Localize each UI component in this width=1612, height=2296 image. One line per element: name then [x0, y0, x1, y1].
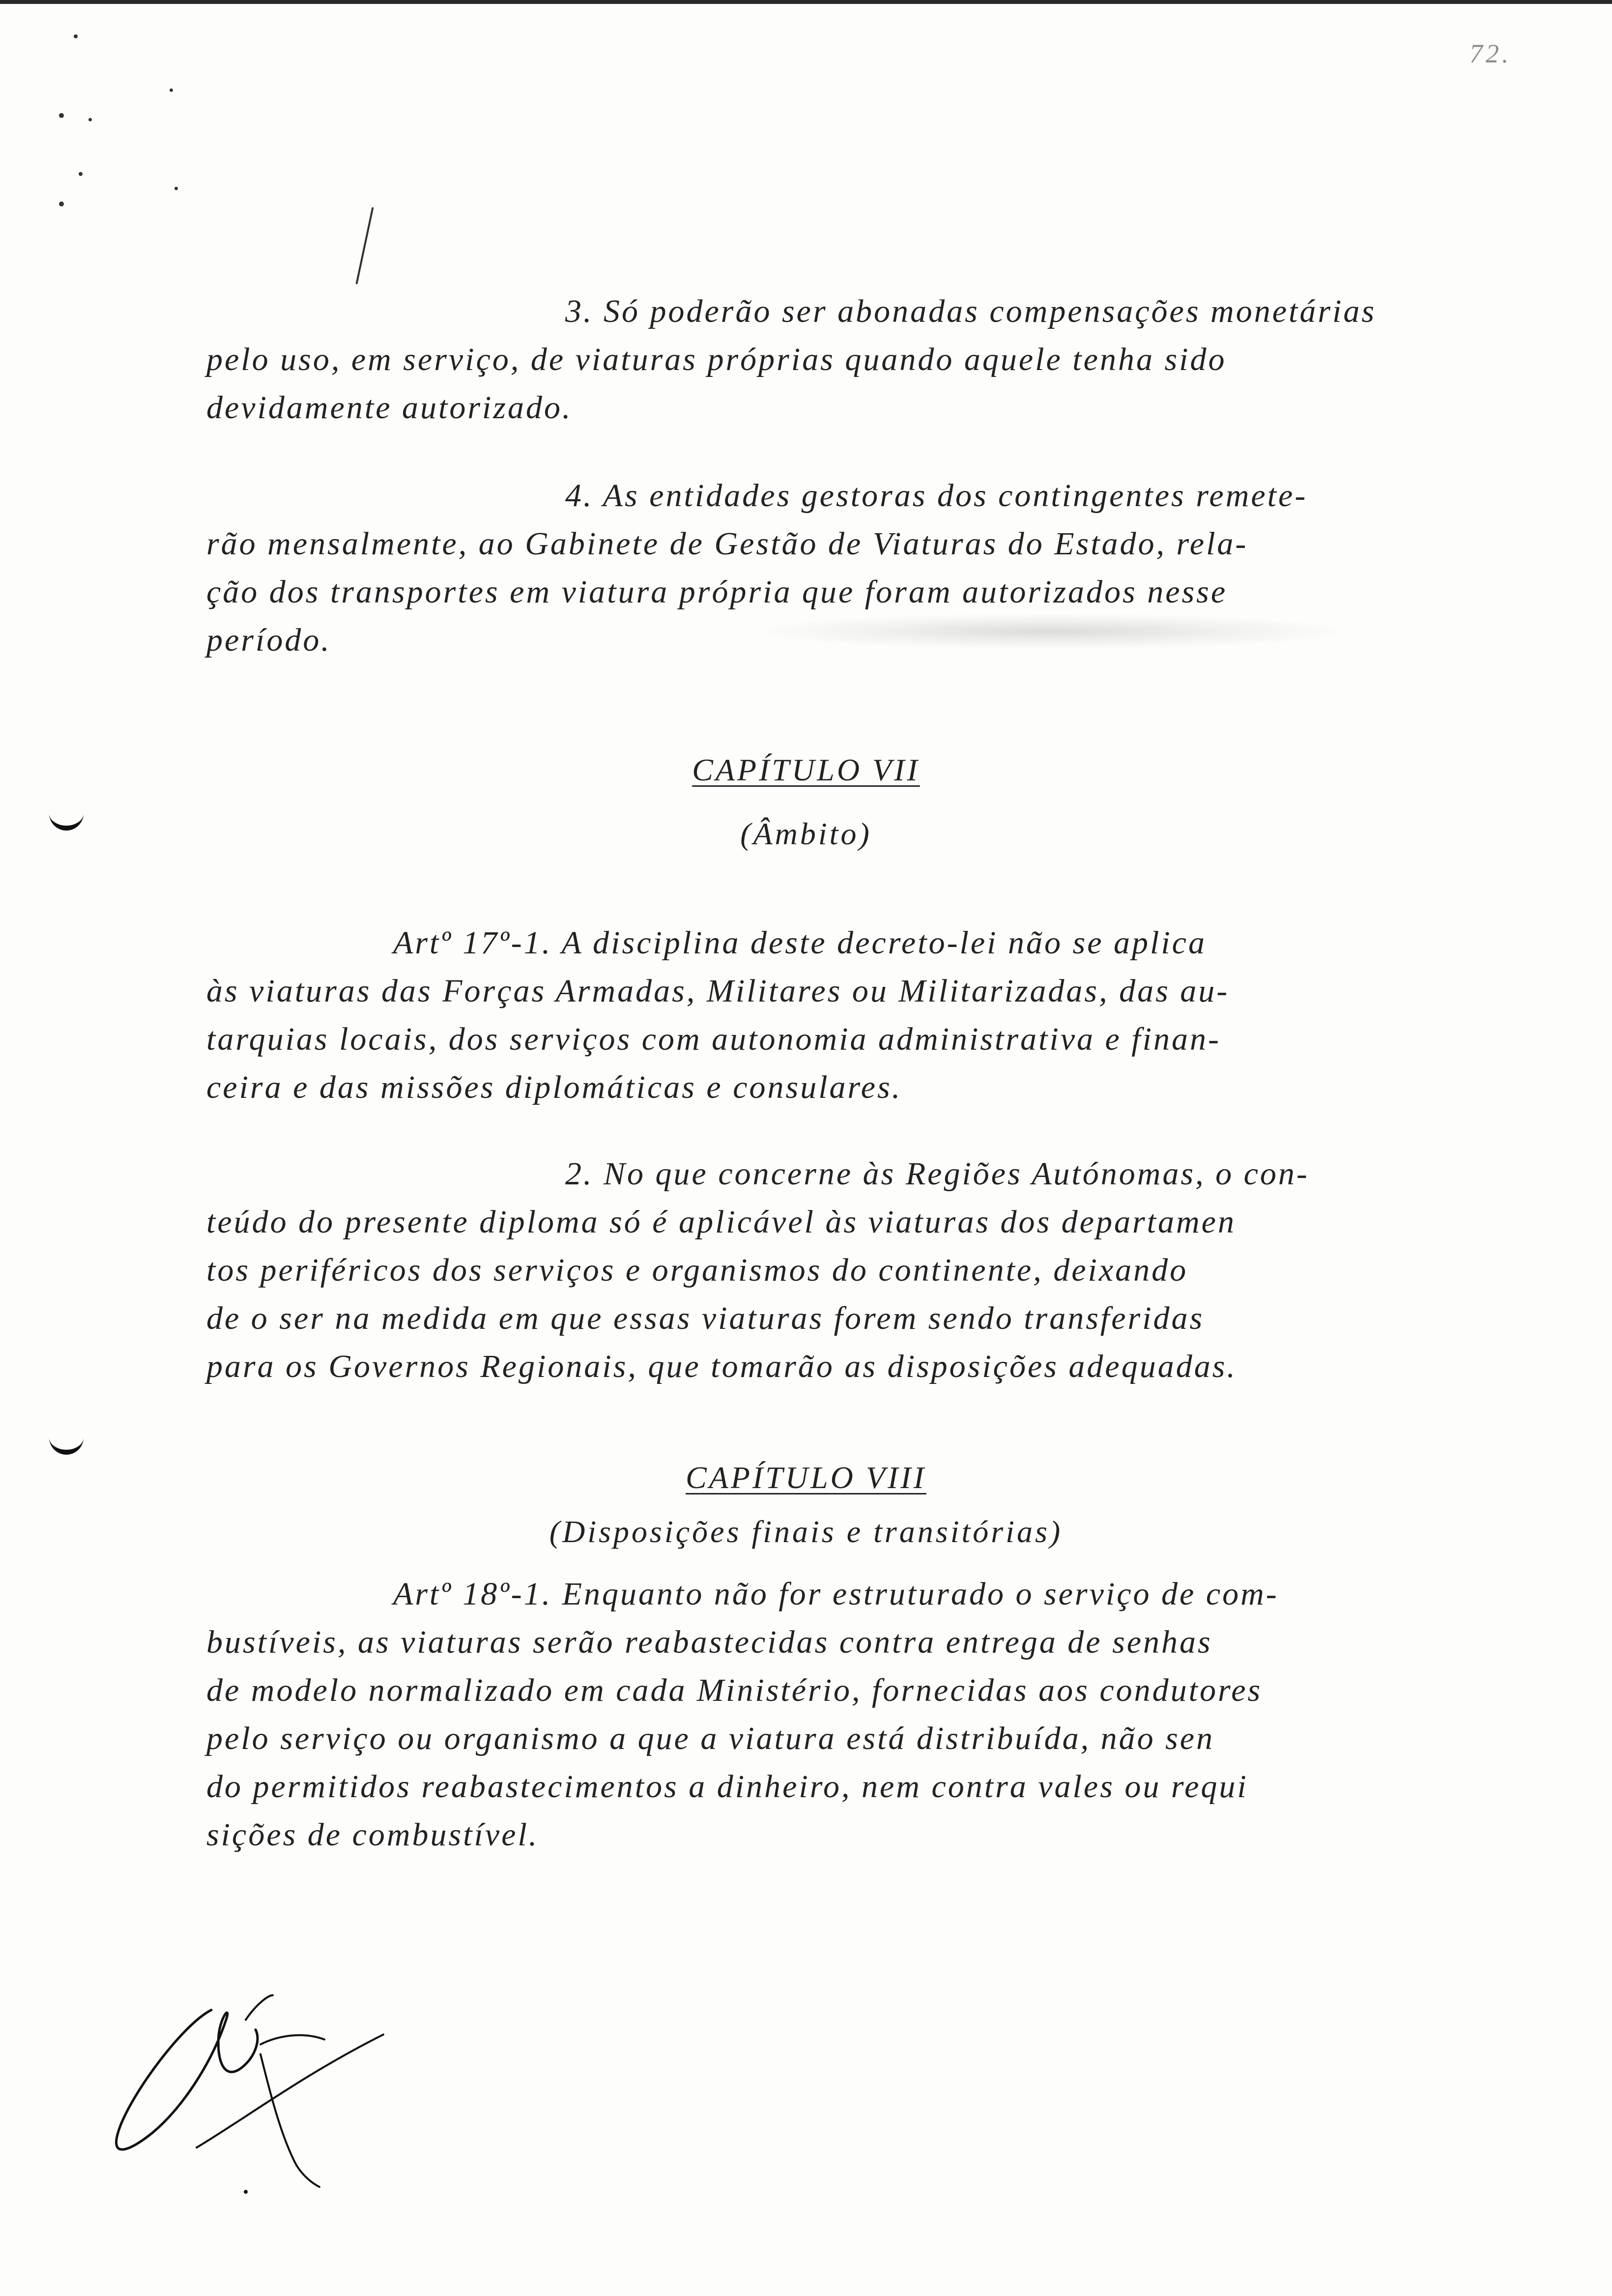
chapter-viii-title [0, 1460, 1612, 1496]
scan-line [355, 207, 374, 284]
scan-speck [74, 34, 78, 38]
chapter-vii-subtitle [0, 816, 1612, 852]
text-line: tos periféricos dos serviços e organismos do continente, deixando [206, 1252, 1188, 1288]
article-18-1 [206, 1570, 1543, 1859]
text-line: teúdo do presente diploma só é aplicável às viaturas dos departamen [206, 1204, 1236, 1240]
text-line: Artº 17º-1. A disciplina deste decreto-lei não se aplica [393, 925, 1207, 961]
scan-speck [170, 88, 173, 92]
text-line: ção dos transportes em viatura própria que foram autorizados nesse [206, 574, 1228, 610]
handwritten-signature [98, 1985, 413, 2211]
text-line: do permitidos reabastecimentos a dinheiro, nem contra vales ou requi [206, 1769, 1248, 1805]
text-line: ceira e das missões diplomáticas e consulares. [206, 1069, 902, 1105]
punch-hole-mark [49, 1435, 84, 1455]
scan-speck [59, 201, 64, 206]
chapter-title-text: CAPÍTULO VIII [686, 1460, 926, 1495]
page-number: 72. [1469, 39, 1512, 68]
text-line: pelo uso, em serviço, de viaturas próprias quando aquele tenha sido [206, 342, 1227, 377]
text-line: rão mensalmente, ao Gabinete de Gestão de Viaturas do Estado, rela- [206, 526, 1248, 562]
chapter-viii-subtitle [0, 1514, 1612, 1550]
text-line: pelo serviço ou organismo a que a viatura está distribuída, não sen [206, 1721, 1215, 1756]
chapter-vii-title [0, 752, 1612, 788]
article-17-1 [206, 919, 1543, 1112]
chapter-title-text: CAPÍTULO VII [692, 752, 920, 787]
text-line: de o ser na medida em que essas viaturas forem sendo transferidas [206, 1300, 1205, 1336]
scan-speck [79, 172, 83, 176]
text-line: para os Governos Regionais, que tomarão as disposições adequadas. [206, 1349, 1237, 1384]
paragraph-4 [206, 472, 1543, 664]
text-line: bustíveis, as viaturas serão reabastecidas contra entrega de senhas [206, 1624, 1212, 1660]
text-line: de modelo normalizado em cada Ministério, fornecidas aos condutores [206, 1672, 1263, 1708]
chapter-subtitle-text: (Âmbito) [740, 816, 872, 851]
text-line: período. [206, 622, 331, 658]
text-line: Artº 18º-1. Enquanto não for estruturado o serviço de com- [393, 1576, 1279, 1612]
chapter-subtitle-text: (Disposições finais e transitórias) [549, 1514, 1063, 1549]
scan-speck [174, 187, 178, 190]
scan-speck [59, 113, 64, 118]
text-line: devidamente autorizado. [206, 390, 573, 426]
scan-speck [88, 118, 92, 121]
text-line: 4. As entidades gestoras dos contingentes remete- [565, 478, 1308, 514]
text-line: 2. No que concerne às Regiões Autónomas, o con- [565, 1156, 1309, 1192]
text-line: sições de combustível. [206, 1817, 539, 1853]
top-border-line [0, 0, 1612, 4]
paragraph-3 [206, 287, 1543, 432]
text-line: tarquias locais, dos serviços com autonomia administrativa e finan- [206, 1021, 1221, 1057]
text-line: 3. Só poderão ser abonadas compensações monetárias [565, 293, 1377, 329]
text-line: às viaturas das Forças Armadas, Militares ou Militarizadas, das au- [206, 973, 1230, 1009]
article-17-2 [206, 1150, 1543, 1391]
